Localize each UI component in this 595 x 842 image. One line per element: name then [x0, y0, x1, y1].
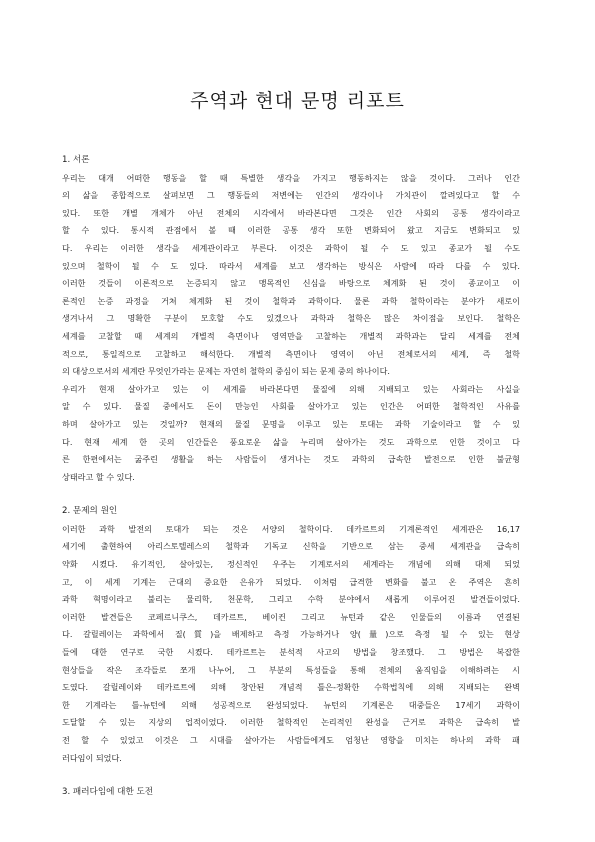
paragraph: [62, 521, 520, 767]
text-line: 현상들을 작은 조각들로 쪼개 나누어, 그 부분의 특성들을 통해 전체의 움직임을 이해하려는 시: [62, 664, 520, 675]
text-line: 상태라고 할 수 있다.: [62, 471, 135, 482]
text-line: 고, 이 세계 기계는 근대의 중요한 은유가 되었다. 이처럼 급격한 변화를 불고 온 주역은 흔히: [62, 576, 520, 587]
text-line: 알 수 있다. 물질 중에서도 돈이 만능인 사회를 살아가고 있는 인간은 어떠한 철학적인 사유를: [62, 401, 520, 412]
text-line: 의 삶을 종합적으로 살펴보면 그 행동들의 저변에는 인간의 생각이나 가치관이 깔려있다고 할 수: [62, 190, 520, 201]
text-line: 이러한 과학 발전의 토대가 되는 것은 서양의 철학이다. 데카르트의 기계론적인 세계관은 16,17: [62, 523, 520, 534]
text-line: 도였다. 갈릴레이와 데카르트에 의해 창안된 개념적 틀은-정확한 수학법칙에 의해 지배되는 완벽: [62, 682, 520, 693]
text-line: 전 할 수 있었고 이것은 그 시대를 살아가는 사람들에게도 엄청난 영향을 미치는 하나의 과학 패: [62, 735, 520, 745]
text-line: 한 기계라는 틀-뉴턴에 의해 성공적으로 완성되었다. 뉴턴의 기계론은 대중들은 17세기 과학이: [62, 699, 520, 710]
text-line: 생겨나서 그 명확한 구분이 모호할 수도 있겠으나 과학과 철학은 많은 차이점을 보인다. 철학은: [62, 313, 520, 324]
text-line: 도달할 수 있는 지상의 업적이었다. 이러한 철학적인 논리적인 완성을 근거로 과학은 급속히 발: [62, 717, 520, 728]
section-heading: 3. 패러다임에 대한 도전: [62, 787, 154, 798]
text-line: 우리가 현재 살아가고 있는 이 세계를 바라본다면 물질에 의해 지배되고 있는 사회라는 사실을: [62, 383, 520, 394]
text-line: 있으며 철학이 될 수 도 있다. 따라서 세계를 보고 생각하는 방식은 사람에 따라 다를 수 있다.: [62, 260, 520, 271]
text-line: 이러한 발견들은 코페르니쿠스, 데카르트, 베이컨 그리고 뉴턴과 같은 인물들의 이름과 연결된: [62, 611, 520, 622]
text-line: 세계를 고찰할 때 세계의 개별적 측면이나 영역만을 고찰하는 개별적 과학과는 달리 세계를 전체: [62, 330, 520, 341]
document-body: [62, 152, 520, 802]
section-gap: [62, 767, 520, 784]
text-line: 약화 시켰다. 유기적인, 살아있는, 정신적인 우주는 기계로서의 세계라는 개념에 의해 대체 되었: [62, 559, 520, 570]
document-title: 주역과 현대 문명 리포트: [190, 90, 405, 112]
text-line: 세기에 출현하여 아리스토텔레스의 철학과 기독교 신학을 기반으로 삼는 중세 세계관을 급속히: [62, 541, 520, 552]
paragraph: [62, 381, 520, 487]
text-line: 다. 갈릴레이는 과학에서 질(質)을 배제하고 측정 가능하거나 양(量)으로 측정 될 수 있는 현상: [62, 629, 520, 640]
section-heading: 2. 문제의 원인: [62, 506, 118, 517]
section-gap: [62, 486, 520, 503]
text-line: 다. 현재 세계 한 곳의 인간들은 풍요로운 삶을 누리며 살아가는 것도 과학으로 인한 것이고 다: [62, 436, 520, 447]
text-line: 적으로, 통일적으로 고찰하고 해석한다. 개별적 측면이나 영역이 아닌 전체로서의 세계, 즉 철학: [62, 348, 520, 359]
text-line: 우리는 대개 어떠한 행동을 할 때 특별한 생각을 가지고 행동하지는 않을 것이다. 그러나 인간: [62, 172, 520, 183]
text-line: 러다임이 되었다.: [62, 752, 122, 763]
text-line: 들에 대한 연구로 국한 시켰다. 데카르트는 분석적 사고의 방법을 창조했다. 그 방법은 복잡한: [62, 647, 520, 658]
text-line: 할 수 있다. 통시적 관점에서 볼 때 이러한 공통 생각 또한 변화되어 왔고 지금도 변화되고 있: [62, 225, 520, 236]
section-body: [62, 170, 520, 487]
text-line: 이러한 것들이 이론적으로 논증되지 않고 맹목적인 신심을 바탕으로 체계화 된 것이 종교이고 이: [62, 278, 520, 289]
text-line: 있다. 또한 개별 개체가 아닌 전체의 시각에서 바라본다면 그것은 인간 사회의 공통 생각이라고: [62, 207, 520, 218]
paragraph: [62, 170, 520, 381]
text-line: 론적인 논증 과정을 거쳐 체계화 된 것이 철학과 과학이다. 물론 과학 철학이라는 분야가 새로이: [62, 295, 520, 306]
text-line: 다. 우리는 이러한 생각을 세계관이라고 부른다. 이것은 과학이 될 수 도 있고 종교가 될 수도: [62, 242, 520, 253]
text-line: 른 한편에서는 굶주린 생활을 하는 사람들이 생겨나는 것도 과학의 급속한 발전으로 인한 불균형: [62, 454, 520, 465]
text-line: 하며 살아가고 있는 것일까? 현재의 물질 문명을 이루고 있는 토대는 과학 기술이라고 할 수 있: [62, 418, 520, 429]
text-line: 의 대상으로서의 세계란 무엇인가라는 문제는 자연히 철학의 중심이 되는 문제 중의 하나이다.: [62, 366, 390, 377]
text-line: 과학 혁명이라고 불리는 물리학, 천문학, 그리고 수학 분야에서 새롭게 이루어진 발견들이었다.: [62, 594, 520, 605]
section-body: [62, 521, 520, 767]
section-heading: 1. 서론: [62, 155, 90, 165]
